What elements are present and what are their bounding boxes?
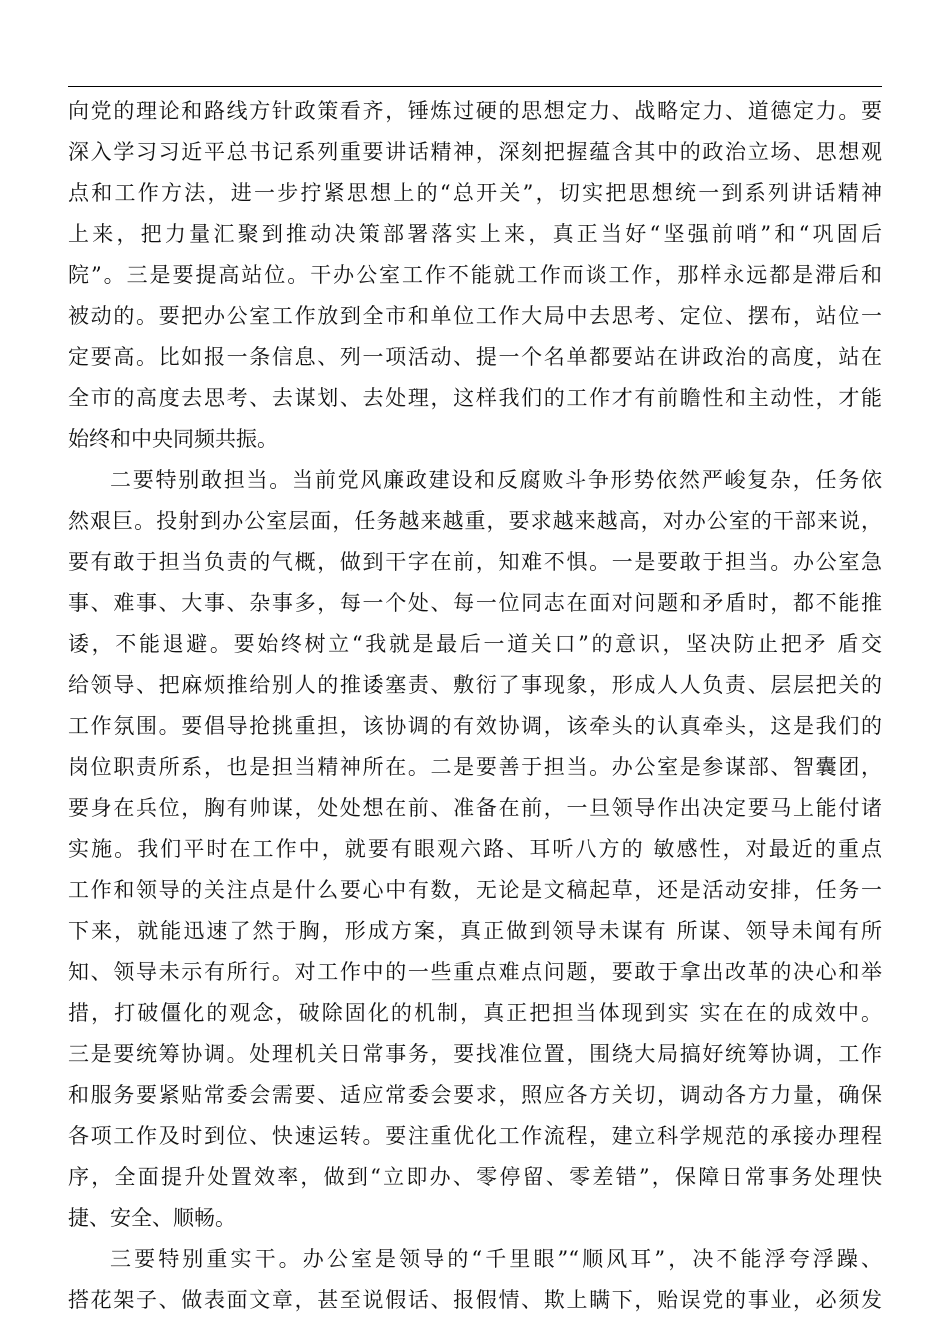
text-line: 实施。我们平时在工作中，就要有眼观六路、耳听八方的 敏感性，对最近的重点 — [68, 837, 882, 861]
text-line: 始终和中央同频共振。 — [68, 427, 278, 451]
text-line: 全市的高度去思考、去谋划、去处理，这样我们的工作才有前瞻性和主动性，才能 — [68, 386, 882, 410]
text-line: 诿，不能退避。要始终树立“我就是最后一道关口”的意识，坚决防止把矛 盾交 — [68, 632, 882, 656]
text-line: 事、难事、大事、杂事多，每一个处、每一位同志在面对问题和矛盾时，都不能推 — [68, 591, 882, 615]
text-line: 给领导、把麻烦推给别人的推诿塞责、敷衍了事现象，形成人人负责、层层把关的 — [68, 673, 882, 697]
text-line: 点和工作方法，进一步拧紧思想上的“总开关”，切实把思想统一到系列讲话精神 — [68, 181, 882, 205]
text-line: 岗位职责所系，也是担当精神所在。二是要善于担当。办公室是参谋部、智囊团， — [68, 755, 882, 779]
text-line: 然艰巨。投射到办公室层面，任务越来越重，要求越来越高，对办公室的干部来说， — [68, 509, 882, 533]
text-line: 三要特别重实干。办公室是领导的“千里眼”“顺风耳”，决不能浮夸浮躁、 — [110, 1247, 882, 1271]
text-line: 和服务要紧贴常委会需要、适应常委会要求，照应各方关切，调动各方力量，确保 — [68, 1083, 882, 1107]
text-line: 二要特别敢担当。当前党风廉政建设和反腐败斗争形势依然严峻复杂，任务依 — [110, 468, 882, 492]
text-line: 序，全面提升处置效率，做到“立即办、零停留、零差错”，保障日常事务处理快 — [68, 1165, 882, 1189]
text-line: 三是要统筹协调。处理机关日常事务，要找准位置，围绕大局搞好统筹协调，工作 — [68, 1042, 882, 1066]
text-line: 向党的理论和路线方针政策看齐，锤炼过硬的思想定力、战略定力、道德定力。要 — [68, 99, 882, 123]
text-line: 知、领导未示有所行。对工作中的一些重点难点问题，要敢于拿出改革的决心和举 — [68, 960, 882, 984]
text-line: 要有敢于担当负责的气概，做到干字在前，知难不惧。一是要敢于担当。办公室急 — [68, 550, 882, 574]
text-line: 定要高。比如报一条信息、列一项活动、提一个名单都要站在讲政治的高度，站在 — [68, 345, 882, 369]
header-rule — [68, 86, 882, 87]
document-body — [68, 91, 882, 1321]
text-line: 深入学习习近平总书记系列重要讲话精神，深刻把握蕴含其中的政治立场、思想观 — [68, 140, 882, 164]
text-line: 工作氛围。要倡导抢挑重担，该协调的有效协调，该牵头的认真牵头，这是我们的 — [68, 714, 882, 738]
text-line: 捷、安全、顺畅。 — [68, 1206, 236, 1230]
text-line: 被动的。要把办公室工作放到全市和单位工作大局中去思考、定位、摆布，站位一 — [68, 304, 882, 328]
text-line: 工作和领导的关注点是什么要心中有数，无论是文稿起草，还是活动安排，任务一 — [68, 878, 882, 902]
text-line: 上来，把力量汇聚到推动决策部署落实上来，真正当好“坚强前哨”和“巩固后 — [68, 222, 882, 246]
text-line: 搭花架子、做表面文章，甚至说假话、报假情、欺上瞒下，贻误党的事业，必须发 — [68, 1288, 882, 1312]
text-line: 措，打破僵化的观念，破除固化的机制，真正把担当体现到实 实在在的成效中。 — [68, 1001, 882, 1025]
text-line: 各项工作及时到位、快速运转。要注重优化工作流程，建立科学规范的承接办理程 — [68, 1124, 882, 1148]
text-line: 下来，就能迅速了然于胸，形成方案，真正做到领导未谋有 所谋、领导未闻有所 — [68, 919, 882, 943]
text-line: 要身在兵位，胸有帅谋，处处想在前、准备在前，一旦领导作出决定要马上能付诸 — [68, 796, 882, 820]
text-line: 院”。三是要提高站位。干办公室工作不能就工作而谈工作，那样永远都是滞后和 — [68, 263, 882, 287]
